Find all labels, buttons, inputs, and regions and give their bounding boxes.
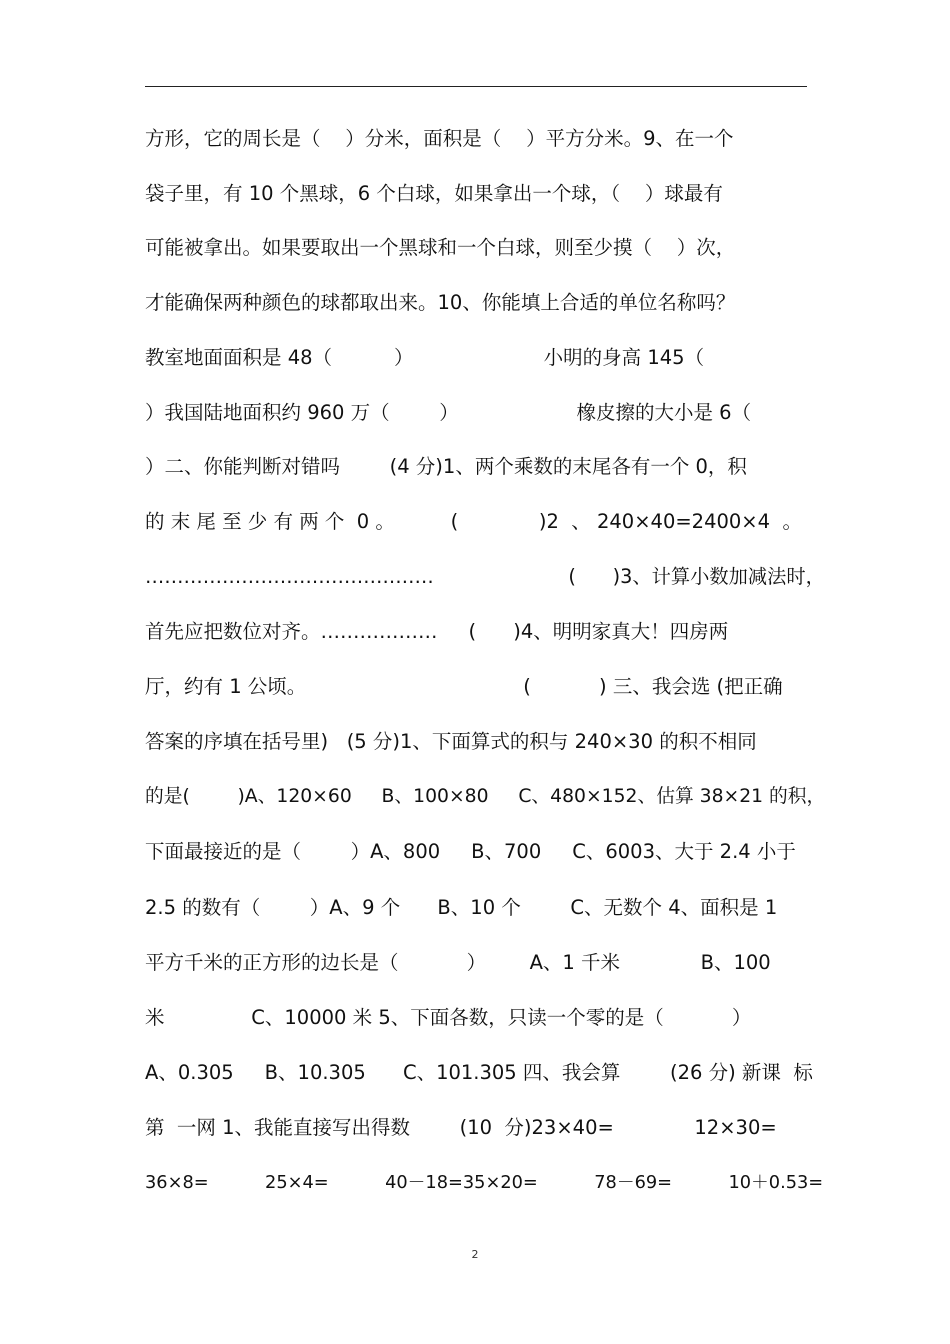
text-line: 可能被拿出。如果要取出一个黑球和一个白球，则至少摸（ ）次， (145, 236, 736, 259)
header-rule (145, 86, 807, 87)
text-line: ）我国陆地面积约 960 万（ ） 橡皮擦的大小是 6（ (145, 401, 752, 424)
text-line: 米 C、10000 米 5、下面各数，只读一个零的是（ ） (145, 1006, 752, 1029)
text-line: 答案的序填在括号里) (5 分)1、下面算式的积与 240×30 的积不相同 (145, 730, 757, 753)
text-line: 平方千米的正方形的边长是（ ） A、1 千米 B、100 (145, 951, 771, 974)
text-line: ）二、你能判断对错吗 (4 分)1、两个乘数的末尾各有一个 0，积 (145, 455, 747, 478)
text-line: ……………………………………… ( )3、计算小数加减法时， (145, 565, 825, 588)
text-line: 厅，约有 1 公顷。 ( ) 三、我会选 (把正确 (145, 675, 783, 698)
text-line: A、0.305 B、10.305 C、101.305 四、我会算 (26 分) 新课 标 (145, 1061, 813, 1084)
text-line: 第 一网 1、我能直接写出得数 (10 分)23×40= 12×30= (145, 1116, 777, 1139)
page-number: 2 (471, 1248, 479, 1261)
text-line: 首先应把数位对齐。……………… ( )4、明明家真大！四房两 (145, 620, 729, 643)
text-line: 2.5 的数有（ ）A、9 个 B、10 个 C、无数个 4、面积是 1 (145, 896, 778, 919)
text-line: 的 末 尾 至 少 有 两 个 0 。 ( )2 、 240×40=2400×4 。 (145, 510, 802, 533)
text-line: 教室地面面积是 48（ ） 小明的身高 145（ (145, 346, 705, 369)
text-line: 才能确保两种颜色的球都取出来。10、你能填上合适的单位名称吗？ (145, 291, 736, 314)
text-line: 36×8= 25×4= 40－18=35×20= 78－69= 10＋0.53= (145, 1173, 824, 1193)
text-line: 方形，它的周长是（ ）分米，面积是（ ）平方分米。9、在一个 (145, 127, 734, 150)
text-line: 下面最接近的是（ ）A、800 B、700 C、6003、大于 2.4 小于 (145, 840, 796, 863)
text-line: 的是( )A、120×60 B、100×80 C、480×152、估算 38×21 的积， (145, 786, 826, 807)
text-line: 袋子里，有 10 个黑球，6 个白球，如果拿出一个球，（ ）球最有 (145, 182, 723, 205)
